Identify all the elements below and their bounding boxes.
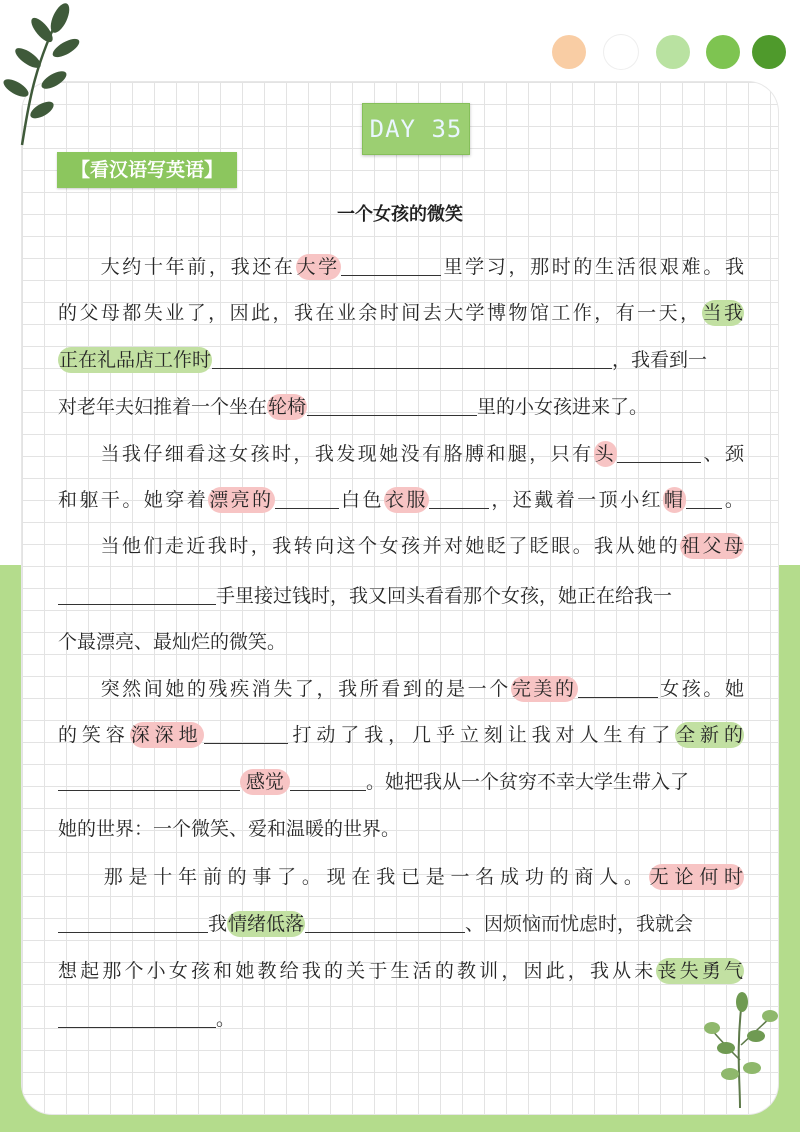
- keyword-highlight: 头: [594, 443, 617, 465]
- answer-blank[interactable]: [686, 486, 722, 509]
- text-span: 手里接过钱时，我又回头看看那个女孩，她正在给我一: [216, 585, 673, 607]
- answer-blank[interactable]: [290, 768, 366, 791]
- text-line: [58, 905, 693, 943]
- text-span: 的父母都失业了，因此，我在业余时间去大学博物馆工作，有一天，: [58, 302, 702, 324]
- palette-dot-white: [604, 35, 638, 69]
- text-span: 对老年夫妇推着一个坐在: [58, 396, 268, 418]
- text-line: [58, 294, 744, 332]
- text-line: [58, 435, 744, 473]
- keyword-highlight: 帽: [664, 489, 686, 511]
- text-span: 。: [722, 489, 744, 511]
- text-line: [58, 1000, 235, 1038]
- section-label: 【看汉语写英语】: [57, 152, 237, 188]
- keyword-highlight: 轮椅: [268, 396, 307, 418]
- text-span: 那是十年前的事了。现在我已是一名成功的商人。: [98, 866, 649, 888]
- answer-blank[interactable]: [617, 440, 701, 463]
- text-span: 、因烦恼而忧虑时，我就会: [465, 913, 694, 935]
- answer-blank[interactable]: [429, 486, 489, 509]
- text-span: 打动了我，几乎立刻让我对人生有了: [287, 724, 676, 746]
- text-span: ，还戴着一顶小红: [488, 489, 663, 511]
- text-span: 白色: [338, 489, 384, 511]
- text-line: [58, 481, 744, 519]
- text-line: [58, 527, 744, 565]
- keyword-highlight: 完美的: [511, 678, 577, 700]
- keyword-highlight: 情绪低落: [228, 913, 305, 935]
- answer-blank[interactable]: [275, 486, 339, 509]
- answer-blank[interactable]: [305, 910, 465, 933]
- text-line: [58, 858, 744, 896]
- answer-blank[interactable]: [307, 393, 477, 416]
- text-line: [58, 341, 744, 379]
- text-span: 当他们走近我时，我转向这个女孩并对她眨了眨眼。我从她的: [98, 535, 681, 557]
- text-span: 她的世界：一个微笑、爱和温暖的世界。: [58, 818, 401, 840]
- text-span: 个最漂亮、最灿烂的微笑。: [58, 631, 287, 653]
- keyword-highlight: 感觉: [240, 769, 290, 795]
- text-line: [58, 810, 400, 848]
- answer-blank[interactable]: [341, 253, 441, 276]
- text-line: [58, 763, 689, 801]
- keyword-highlight: 无论何时: [649, 866, 743, 888]
- keyword-highlight: 衣服: [384, 489, 428, 511]
- text-line: [58, 388, 648, 426]
- keyword-highlight: 全新的: [676, 724, 743, 746]
- text-line: [58, 248, 744, 286]
- keyword-highlight: 漂亮的: [209, 489, 274, 511]
- text-line: [58, 623, 286, 661]
- keyword-highlight: 正在礼品店工作时: [59, 349, 212, 371]
- text-span: ，我看到一: [612, 349, 708, 371]
- palette-dot-green: [706, 35, 740, 69]
- text-span: 女孩。她: [657, 678, 744, 700]
- answer-blank[interactable]: [58, 582, 216, 605]
- answer-blank[interactable]: [212, 346, 612, 369]
- text-line: [58, 670, 744, 708]
- plant-sprig-icon: [700, 990, 780, 1110]
- text-span: 突然间她的残疾消失了，我所看到的是一个: [98, 678, 511, 700]
- day-label: DAY 35: [362, 103, 470, 155]
- keyword-highlight: 大学: [296, 256, 340, 278]
- text-span: 里的小女孩进来了。: [477, 396, 649, 418]
- answer-blank[interactable]: [578, 675, 658, 698]
- text-span: 、颈: [701, 443, 744, 465]
- palette-dot-peach: [552, 35, 586, 69]
- text-span: 。她把我从一个贫穷不幸大学生带入了: [366, 771, 690, 793]
- answer-blank[interactable]: [58, 910, 208, 933]
- text-span: 和躯干。她穿着: [58, 489, 209, 511]
- text-span: 想起那个小女孩和她教给我的关于生活的教训，因此，我从未: [58, 960, 657, 982]
- answer-blank[interactable]: [204, 721, 288, 744]
- keyword-highlight: 当我: [702, 302, 743, 324]
- leaf-branch-icon: [2, 0, 92, 150]
- text-line: [58, 952, 744, 990]
- palette-dot-dark-green: [752, 35, 786, 69]
- text-line: [58, 716, 744, 754]
- text-line: [58, 577, 672, 615]
- page-title: 一个女孩的微笑: [337, 204, 463, 225]
- text-span: 当我仔细看这女孩时，我发现她没有胳膊和腿，只有: [98, 443, 594, 465]
- text-span: 。: [216, 1008, 236, 1030]
- text-span: 里学习，那时的生活很艰难。我: [440, 256, 744, 278]
- text-span: 的笑容: [58, 724, 130, 746]
- keyword-highlight: 祖父母: [681, 535, 743, 557]
- palette-dot-light-green: [656, 35, 690, 69]
- text-span: 大约十年前，我还在: [98, 256, 296, 278]
- keyword-highlight: 深深地: [130, 724, 203, 746]
- answer-blank[interactable]: [58, 768, 240, 791]
- answer-blank[interactable]: [58, 1005, 216, 1028]
- text-span: 我: [208, 913, 228, 935]
- keyword-highlight: 丧失勇气: [657, 960, 743, 982]
